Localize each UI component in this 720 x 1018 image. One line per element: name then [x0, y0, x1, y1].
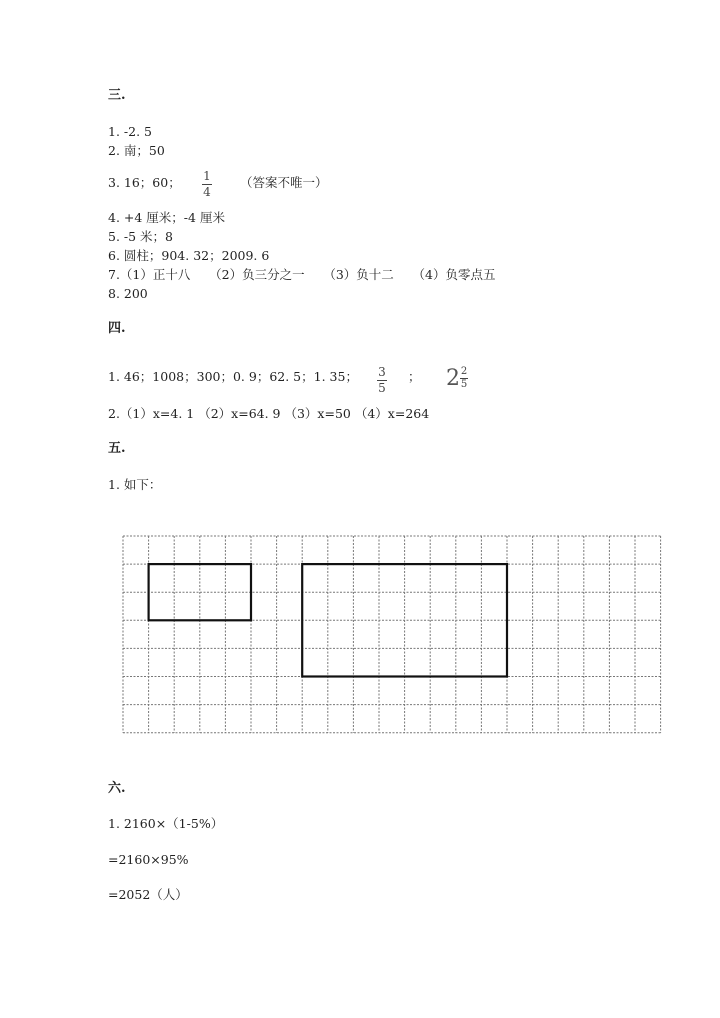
- mixed-fraction: [460, 367, 468, 390]
- numerator: 1: [203, 169, 211, 183]
- whole: 2: [446, 366, 460, 391]
- section-4-heading: 四.: [108, 321, 126, 336]
- fraction-3-5: [377, 366, 387, 395]
- answer-4-1: 1. 46；1008；300；0. 9；62. 5；1. 35；: [108, 369, 358, 384]
- denominator: 4: [203, 185, 211, 199]
- answer-6-line-3: =2052（人）: [108, 887, 188, 902]
- fraction-1-4: [202, 170, 212, 199]
- mixed-number: [446, 366, 468, 391]
- numerator: 2: [460, 366, 468, 377]
- separator: ；: [408, 369, 421, 384]
- numerator: 3: [378, 365, 386, 379]
- answer-3-3-note: （答案不唯一）: [240, 175, 328, 190]
- answer-3-2: 2. 南；50: [108, 143, 165, 158]
- answer-3-8: 8. 200: [108, 286, 148, 301]
- answer-3-6: 6. 圆柱；904. 32；2009. 6: [108, 248, 270, 263]
- answer-6-line-1: 1. 2160×（1-5%）: [108, 816, 224, 831]
- answer-3-4: 4. +4 厘米；-4 厘米: [108, 210, 225, 225]
- answer-6-line-2: =2160×95%: [108, 852, 189, 867]
- section-3-heading: 三.: [108, 88, 126, 103]
- grid-drawing: [122, 535, 662, 735]
- section-6-heading: 六.: [108, 781, 126, 796]
- denominator: 5: [460, 379, 468, 390]
- answer-4-2: 2.（1）x=4. 1 （2）x=64. 9 （3）x=50 （4）x=264: [108, 406, 430, 421]
- answer-3-5: 5. -5 米；8: [108, 229, 174, 244]
- answer-5-1: 1. 如下：: [108, 477, 162, 492]
- answer-3-7: 7.（1）正十八 （2）负三分之一 （3）负十二 （4）负零点五: [108, 267, 496, 282]
- denominator: 5: [378, 381, 386, 395]
- answer-3-3: 3. 16；60；: [108, 175, 181, 190]
- section-5-heading: 五.: [108, 441, 126, 456]
- answer-3-1: 1. -2. 5: [108, 124, 152, 139]
